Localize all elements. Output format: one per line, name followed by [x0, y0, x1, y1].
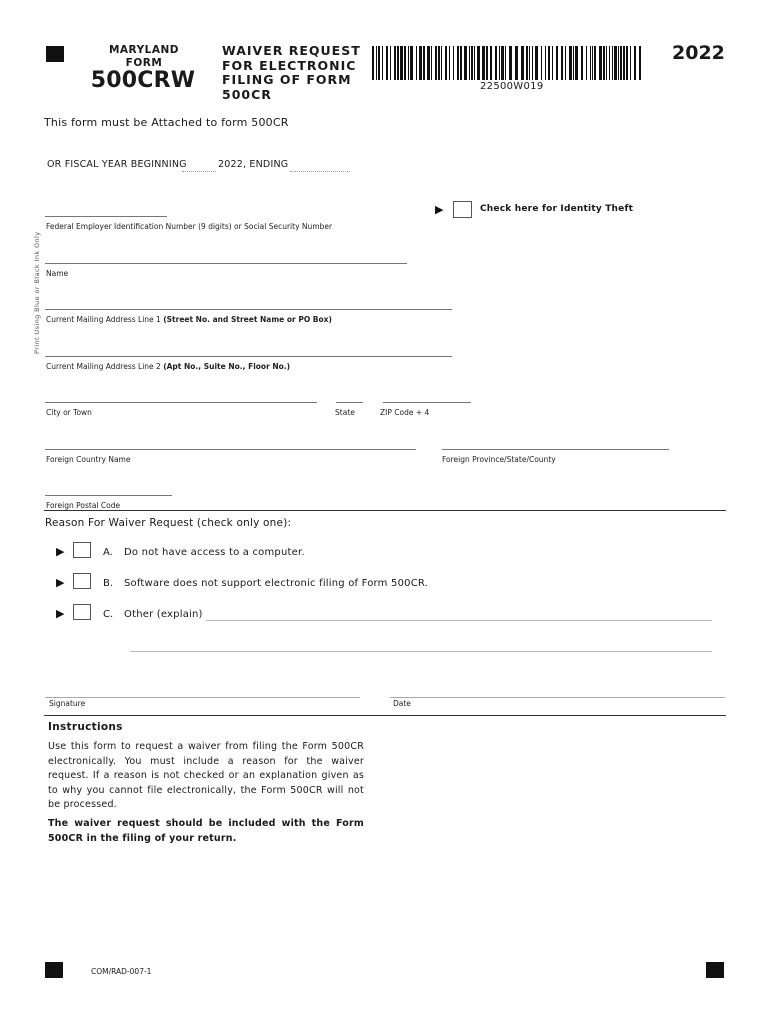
barcode-bar	[471, 46, 473, 80]
barcode-bar	[552, 46, 553, 80]
reason-a-arrow: ▶	[56, 545, 65, 558]
barcode-bar	[477, 46, 480, 80]
reason-c-checkbox[interactable]	[73, 604, 91, 620]
state-label	[100, 44, 188, 70]
barcode-bar	[464, 46, 467, 80]
barcode-bar	[449, 46, 450, 80]
reason-c-text: Other (explain)	[124, 609, 203, 620]
barcode-bar	[620, 46, 622, 80]
barcode-bar	[495, 46, 497, 80]
barcode-bar	[386, 46, 388, 80]
barcode-bar	[575, 46, 578, 80]
barcode-bar	[438, 46, 440, 80]
barcode-bar	[423, 46, 425, 80]
address-line-1-label-text: Current Mailing Address Line 1	[46, 315, 161, 324]
barcode-bar	[441, 46, 442, 80]
barcode	[372, 46, 646, 80]
barcode-bar	[490, 46, 492, 80]
barcode-bar	[400, 46, 403, 80]
barcode-bar	[419, 46, 422, 80]
reason-b-letter: B.	[103, 578, 114, 589]
signature-field[interactable]	[45, 697, 360, 698]
zip-label: ZIP Code + 4	[380, 408, 430, 417]
barcode-bar	[416, 46, 417, 80]
barcode-bar	[581, 46, 583, 80]
barcode-bar	[614, 46, 617, 80]
address-line-1-hint: (Street No. and Street Name or PO Box)	[163, 315, 332, 324]
foreign-province-field[interactable]	[442, 449, 669, 450]
reason-a-checkbox[interactable]	[73, 542, 91, 558]
address-line-2-label-text: Current Mailing Address Line 2	[46, 362, 161, 371]
barcode-bar	[545, 46, 546, 80]
title-line-3: FILING OF FORM	[222, 72, 352, 87]
barcode-bar	[586, 46, 587, 80]
explanation-line-1[interactable]	[206, 620, 712, 621]
identity-theft-checkbox[interactable]	[453, 201, 472, 218]
barcode-bar	[535, 46, 538, 80]
barcode-bar	[573, 46, 574, 80]
address-line-2-label	[46, 362, 290, 371]
barcode-bar	[623, 46, 625, 80]
foreign-province-label: Foreign Province/State/County	[442, 455, 556, 464]
name-field[interactable]	[45, 263, 407, 264]
barcode-bar	[565, 46, 566, 80]
barcode-bar	[469, 46, 470, 80]
barcode-bar	[408, 46, 409, 80]
barcode-bar	[594, 46, 596, 80]
fein-label: Federal Employer Identification Number (9 digits) or Social Security Number	[46, 222, 333, 231]
barcode-bar	[521, 46, 524, 80]
reason-a-letter: A.	[103, 547, 113, 558]
form-code: COM/RAD-007-1	[91, 967, 152, 976]
city-field[interactable]	[45, 402, 317, 403]
title-line-1: WAIVER REQUEST	[222, 43, 361, 58]
reason-c-arrow: ▶	[56, 607, 65, 620]
title-line-2: FOR ELECTRONIC	[222, 57, 357, 73]
barcode-bar	[397, 46, 399, 80]
barcode-bar	[445, 46, 447, 80]
barcode-bar	[404, 46, 406, 80]
barcode-bar	[474, 46, 475, 80]
explanation-line-2[interactable]	[130, 651, 712, 652]
instructions-bold-note: The waiver request should be included with the Form 500CR in the filing of your return.	[48, 818, 364, 844]
barcode-bar	[378, 46, 380, 80]
barcode-bar	[460, 46, 462, 80]
barcode-bar	[482, 46, 485, 80]
barcode-bar	[618, 46, 619, 80]
title-line-4: 500CR	[222, 86, 272, 102]
fiscal-year-start-label: OR FISCAL YEAR BEGINNING	[47, 159, 187, 170]
instructions-divider	[44, 715, 726, 716]
barcode-bar	[612, 46, 613, 80]
barcode-bar	[457, 46, 459, 80]
barcode-bar	[561, 46, 563, 80]
barcode-bar	[532, 46, 533, 80]
fiscal-year-begin-field[interactable]	[182, 171, 216, 172]
barcode-bar	[590, 46, 591, 80]
reason-a-text: Do not have access to a computer.	[124, 547, 305, 558]
barcode-bar	[548, 46, 550, 80]
reason-b-arrow: ▶	[56, 576, 65, 589]
barcode-bar	[372, 46, 374, 80]
fiscal-year-mid-label: 2022, ENDING	[218, 159, 289, 170]
foreign-country-field[interactable]	[45, 449, 416, 450]
reason-b-text: Software does not support electronic filing of Form 500CR.	[124, 578, 429, 589]
address-line-1-field[interactable]	[45, 309, 452, 310]
barcode-bar	[499, 46, 500, 80]
barcode-bar	[394, 46, 396, 80]
state-line-2: FORM	[125, 57, 163, 69]
barcode-bar	[626, 46, 628, 80]
instructions-heading: Instructions	[48, 721, 123, 733]
address-line-1-label	[46, 315, 332, 324]
barcode-bar	[486, 46, 488, 80]
name-label: Name	[46, 269, 69, 278]
barcode-bar	[603, 46, 605, 80]
barcode-bar	[541, 46, 542, 80]
barcode-bar	[435, 46, 437, 80]
barcode-bar	[505, 46, 506, 80]
identity-theft-label: Check here for Identity Theft	[480, 204, 634, 214]
foreign-country-label: Foreign Country Name	[46, 455, 131, 464]
barcode-bar	[427, 46, 430, 80]
zip-field[interactable]	[383, 402, 471, 403]
barcode-bar	[609, 46, 610, 80]
barcode-bar	[509, 46, 512, 80]
barcode-bar	[606, 46, 607, 80]
barcode-bar	[556, 46, 558, 80]
form-number: 500CRW	[90, 68, 196, 93]
barcode-bar	[529, 46, 530, 80]
barcode-bar	[382, 46, 383, 80]
fiscal-year-end-field[interactable]	[290, 171, 350, 172]
attach-notice: This form must be Attached to form 500CR	[44, 116, 289, 129]
instructions-paragraph: Use this form to request a waiver from filing the Form 500CR electronically. You must include a reason for the waiver request. If a reason is not checked or an explanation given as to why you cannot file electronically, the Form 500CR will not be processed.	[48, 741, 364, 810]
reason-b-checkbox[interactable]	[73, 573, 91, 589]
barcode-bar	[526, 46, 528, 80]
barcode-bar	[592, 46, 593, 80]
registration-mark-top-left	[46, 46, 64, 62]
state-field-label: State	[335, 408, 355, 417]
date-label: Date	[393, 699, 411, 708]
barcode-text: 22500W019	[480, 81, 544, 92]
barcode-bar	[634, 46, 636, 80]
address-line-2-hint: (Apt No., Suite No., Floor No.)	[163, 362, 291, 371]
barcode-bar	[501, 46, 504, 80]
identity-theft-arrow: ▶	[435, 203, 444, 216]
registration-mark-bottom-right	[706, 962, 724, 978]
tax-year: 2022	[672, 42, 725, 64]
fein-field[interactable]	[45, 216, 167, 217]
ink-side-note: Print Using Blue or Black Ink Only	[33, 231, 41, 354]
barcode-bar	[431, 46, 432, 80]
barcode-bar	[639, 46, 641, 80]
date-field[interactable]	[390, 697, 725, 698]
barcode-bar	[515, 46, 518, 80]
barcode-bar	[599, 46, 602, 80]
foreign-postal-field[interactable]	[45, 495, 172, 496]
state-line-1: MARYLAND	[108, 44, 179, 56]
signature-label: Signature	[49, 699, 86, 708]
barcode-bar	[390, 46, 391, 80]
state-field[interactable]	[336, 402, 363, 403]
barcode-bar	[453, 46, 454, 80]
barcode-bar	[630, 46, 631, 80]
address-line-2-field[interactable]	[45, 356, 452, 357]
barcode-bar	[376, 46, 377, 80]
form-title	[222, 44, 361, 102]
barcode-bar	[569, 46, 572, 80]
reason-c-letter: C.	[103, 609, 114, 620]
foreign-postal-label: Foreign Postal Code	[46, 501, 121, 510]
barcode-bar	[410, 46, 413, 80]
section-divider	[44, 510, 726, 511]
reason-heading: Reason For Waiver Request (check only one):	[45, 517, 292, 529]
city-label: City or Town	[46, 408, 92, 417]
registration-mark-bottom-left	[45, 962, 63, 978]
